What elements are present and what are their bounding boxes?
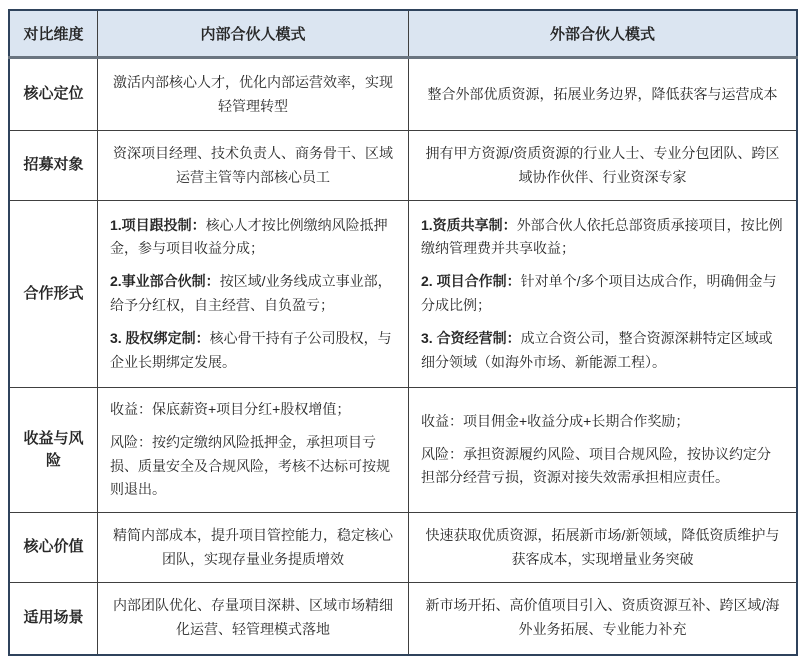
row-label: 核心定位 (9, 58, 98, 131)
internal-cell (98, 131, 409, 201)
table-row (9, 388, 797, 513)
external-cell (409, 58, 798, 131)
external-cell (409, 201, 798, 388)
cell-paragraph: 新市场开拓、高价值项目引入、资质资源互补、跨区域/海外业务拓展、专业能力补充 (425, 597, 780, 638)
cell-paragraph: 快速获取优质资源，拓展新市场/新领域，降低资质维护与获客成本，实现增量业务突破 (425, 526, 780, 567)
header-row (9, 10, 797, 58)
internal-cell (98, 583, 409, 655)
row-label: 收益与风险 (9, 388, 98, 513)
cell-paragraph: 2.事业部合伙制：按区域/业务线成立事业部，给予分红权，自主经营、自负盈亏； (110, 273, 392, 313)
internal-cell (98, 58, 409, 131)
cell-paragraph: 激活内部核心人才，优化内部运营效率，实现轻管理转型 (113, 73, 393, 114)
cell-paragraph: 风险：按约定缴纳风险抵押金，承担项目亏损、质量安全及合规风险，考核不达标可按规则退出。 (110, 433, 390, 498)
table-row (9, 513, 797, 583)
term-label: 3. 合资经营制： (421, 329, 521, 346)
cell-paragraph: 3. 合资经营制：成立合资公司，整合资源深耕特定区域或细分领域（如海外市场、新能源工程）。 (421, 329, 773, 370)
row-label: 适用场景 (9, 583, 98, 655)
table-row (9, 131, 797, 201)
table-body (9, 58, 797, 655)
table-row (9, 201, 797, 388)
table-row (9, 583, 797, 655)
term-label: 1.项目跟投制： (110, 216, 206, 233)
cell-paragraph: 3. 股权绑定制：核心骨干持有子公司股权，与企业长期绑定发展。 (110, 329, 392, 370)
term-label: 3. 股权绑定制： (110, 329, 210, 346)
cell-paragraph: 2. 项目合作制：针对单个/多个项目达成合作，明确佣金与分成比例； (421, 273, 777, 313)
partner-model-comparison-table (8, 9, 798, 656)
row-label: 招募对象 (9, 131, 98, 201)
external-cell (409, 131, 798, 201)
cell-paragraph: 收益：保底薪资+项目分红+股权增值； (110, 400, 351, 417)
internal-cell (98, 388, 409, 513)
cell-paragraph: 1.资质共享制：外部合伙人依托总部资质承接项目，按比例缴纳管理费并共享收益； (421, 216, 783, 257)
external-cell (409, 513, 798, 583)
header-external-model: 外部合伙人模式 (409, 10, 798, 58)
row-label: 合作形式 (9, 201, 98, 388)
term-label: 2.事业部合伙制： (110, 273, 220, 290)
cell-paragraph: 内部团队优化、存量项目深耕、区域市场精细化运营、轻管理模式落地 (113, 597, 393, 638)
cell-paragraph: 1.项目跟投制：核心人才按比例缴纳风险抵押金，参与项目收益分成； (110, 216, 388, 257)
cell-paragraph: 收益：项目佣金+收益分成+长期合作奖励； (421, 412, 690, 429)
row-label: 核心价值 (9, 513, 98, 583)
external-cell (409, 583, 798, 655)
cell-paragraph: 资深项目经理、技术负责人、商务骨干、区域运营主管等内部核心员工 (113, 144, 393, 185)
term-label: 2. 项目合作制： (421, 273, 521, 290)
cell-paragraph: 拥有甲方资源/资质资源的行业人士、专业分包团队、跨区域协作伙伴、行业资深专家 (425, 144, 780, 185)
table-row (9, 58, 797, 131)
internal-cell (98, 513, 409, 583)
cell-paragraph: 整合外部优质资源，拓展业务边界，降低获客与运营成本 (427, 85, 778, 102)
term-label: 1.资质共享制： (421, 216, 517, 233)
header-dimension: 对比维度 (9, 10, 98, 58)
internal-cell (98, 201, 409, 388)
cell-paragraph: 精简内部成本，提升项目管控能力，稳定核心团队，实现存量业务提质增效 (113, 526, 393, 567)
external-cell (409, 388, 798, 513)
header-internal-model: 内部合伙人模式 (98, 10, 409, 58)
cell-paragraph: 风险：承担资源履约风险、项目合规风险，按协议约定分担部分经营亏损，资源对接失效需承担相应责任。 (421, 445, 771, 486)
